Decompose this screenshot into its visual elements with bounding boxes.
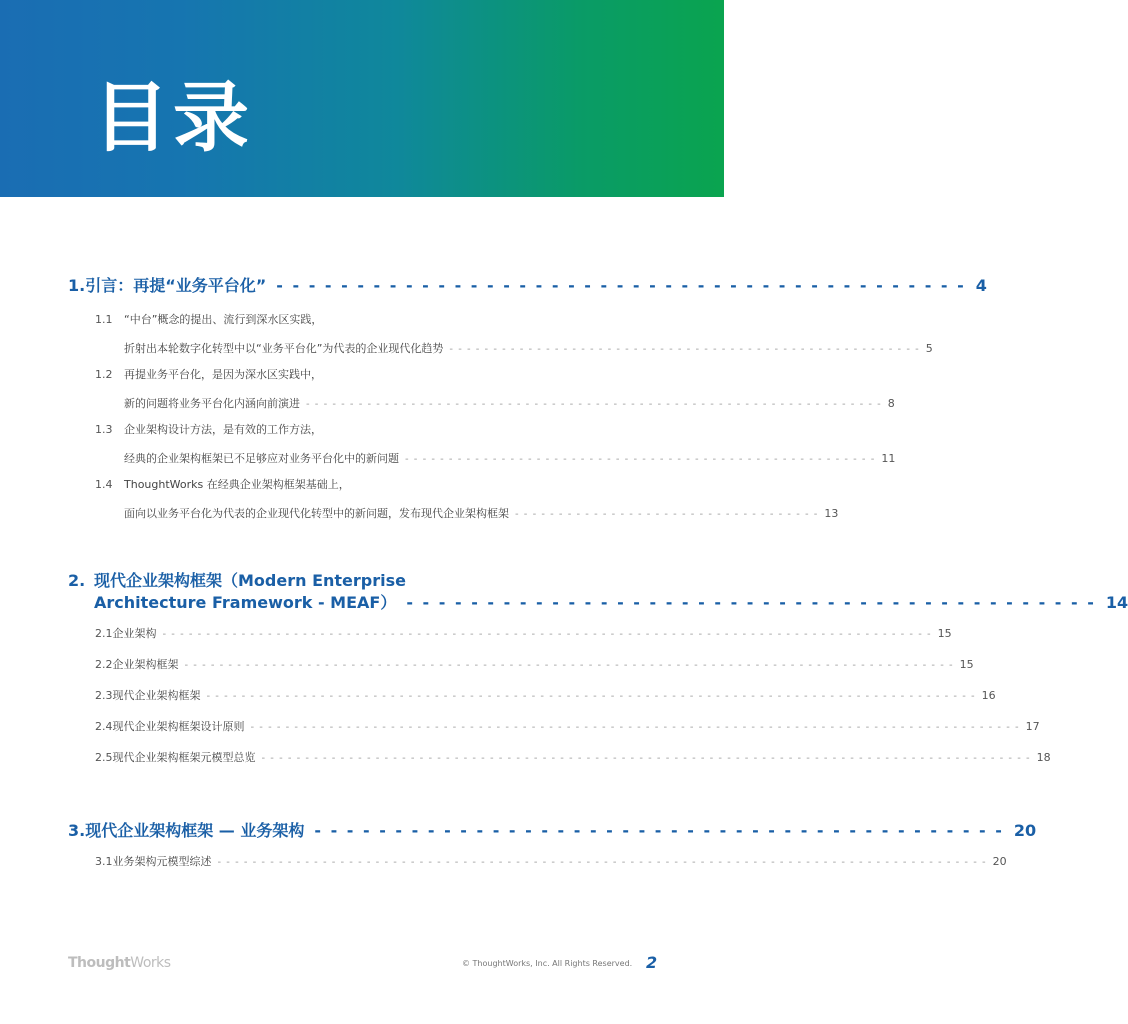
entry-title-line2: 面向以业务平台化为代表的企业现代化转型中的新问题，发布现代企业架构框架 (124, 507, 509, 520)
toc-section-2[interactable] (68, 568, 1128, 612)
entry-number: 2.1 (95, 627, 113, 640)
dot-leader: - - - - - - - - - - - - - - - - - - - - - - - - - - - - - - - - - - - - - - - - - - - - - - - - - - - - - - - - - - - - - - - - - - - - - - - - - - - - - - - - - - - - - - - - (162, 629, 932, 640)
section-page: 20 (1013, 821, 1037, 840)
copyright-notice: © ThoughtWorks, Inc. All Rights Reserved. (462, 959, 633, 968)
section-title: 现代企业架构框架 — 业务架构 (85, 821, 305, 840)
entry-title: 企业架构框架 (112, 658, 179, 671)
dot-leader: - - - - - - - - - - - - - - - - - - - - - - - - - - - - - - - - - - - - - - - - - - - (276, 276, 966, 295)
entry-title-line1: ThoughtWorks 在经典企业架构框架基础上， (124, 478, 350, 491)
toc-entry-3-1[interactable] (95, 855, 1007, 868)
toc-entry-2-2[interactable] (95, 658, 974, 671)
dot-leader: - - - - - - - - - - - - - - - - - - - - - - - - - - - - - - - - - - - - - - - - - - - - - - - - - - - - - - - - - - - - - - - - - - - - - - - - - - - - - - - - - - - - - - - - (250, 722, 1020, 733)
entry-number: 2.2 (95, 658, 113, 671)
dot-leader: - - - - - - - - - - - - - - - - - - - - - - - - - - - - - - - - - - - - - - - - - - - - - - - - - - - - - - (449, 344, 920, 355)
entry-title-line1: 再提业务平台化，是因为深水区实践中， (124, 368, 322, 381)
entry-title: 现代企业架构框架设计原则 (112, 720, 245, 733)
entry-number: 3.1 (95, 855, 113, 868)
entry-title: 企业架构 (112, 627, 157, 640)
entry-page: 8 (887, 397, 895, 410)
dot-leader: - - - - - - - - - - - - - - - - - - - - - - - - - - - - - - - - - - - - - - - - - - - - - - - - - - - - - - - - - - - - - - - - - - (306, 399, 882, 410)
entry-title: 现代企业架构框架元模型总览 (112, 751, 256, 764)
section-number: 2. (68, 571, 86, 590)
toc-entry-1-2[interactable] (95, 368, 895, 410)
dot-leader: - - - - - - - - - - - - - - - - - - - - - - - - - - - - - - - - - - - (515, 509, 819, 520)
toc-entry-1-1[interactable] (95, 313, 933, 355)
toc-section-1[interactable] (68, 273, 987, 295)
dot-leader: - - - - - - - - - - - - - - - - - - - - - - - - - - - - - - - - - - - - - - - - - - - (406, 593, 1096, 612)
dot-leader: - - - - - - - - - - - - - - - - - - - - - - - - - - - - - - - - - - - - - - - - - - - - - - - - - - - - - - - - - - - - - - - - - - - - - - - - - - - - - - - - - - - - - - - - (217, 857, 987, 868)
toc-entry-2-5[interactable] (95, 751, 1051, 764)
page-title: 目录 (93, 73, 253, 162)
dot-leader: - - - - - - - - - - - - - - - - - - - - - - - - - - - - - - - - - - - - - - - - - - - - - - - - - - - - - - (405, 454, 876, 465)
entry-page: 11 (881, 452, 896, 465)
dot-leader: - - - - - - - - - - - - - - - - - - - - - - - - - - - - - - - - - - - - - - - - - - - - - - - - - - - - - - - - - - - - - - - - - - - - - - - - - - - - - - - - - - - - - - - - (206, 691, 976, 702)
section-page: 4 (975, 276, 987, 295)
entry-page: 15 (937, 627, 952, 640)
entry-page: 17 (1025, 720, 1040, 733)
toc-section-3[interactable] (68, 818, 1037, 840)
entry-title: 业务架构元模型综述 (112, 855, 212, 868)
section-number: 3. (68, 821, 86, 840)
entry-page: 5 (925, 342, 933, 355)
section-page: 14 (1105, 593, 1128, 612)
section-title-line2: Architecture Framework - MEAF） (94, 593, 397, 612)
entry-title-line2: 折射出本轮数字化转型中以“业务平台化”为代表的企业现代化趋势 (124, 342, 444, 355)
entry-title: 现代企业架构框架 (112, 689, 201, 702)
toc-entry-1-3[interactable] (95, 423, 896, 465)
entry-page: 18 (1036, 751, 1051, 764)
dot-leader: - - - - - - - - - - - - - - - - - - - - - - - - - - - - - - - - - - - - - - - - - - - - - - - - - - - - - - - - - - - - - - - - - - - - - - - - - - - - - - - - - - - - - - - - (184, 660, 954, 671)
entry-page: 16 (981, 689, 996, 702)
toc-entry-2-1[interactable] (95, 627, 952, 640)
entry-number: 2.4 (95, 720, 113, 733)
entry-page: 13 (824, 507, 839, 520)
section-number: 1. (68, 276, 86, 295)
entry-page: 15 (959, 658, 974, 671)
entry-title-line1: “中台”概念的提出、流行到深水区实践， (124, 313, 323, 326)
section-title: 引言：再提“业务平台化” (85, 276, 267, 295)
thoughtworks-logo (68, 955, 171, 971)
toc-entry-1-4[interactable] (95, 478, 839, 520)
entry-number: 1.2 (95, 368, 113, 381)
dot-leader: - - - - - - - - - - - - - - - - - - - - - - - - - - - - - - - - - - - - - - - - - - - - - - - - - - - - - - - - - - - - - - - - - - - - - - - - - - - - - - - - - - - - - - - - (261, 753, 1031, 764)
entry-number: 1.4 (95, 478, 113, 491)
entry-title-line2: 经典的企业架构框架已不足够应对业务平台化中的新问题 (124, 452, 399, 465)
logo-text-light: Works (130, 955, 171, 971)
entry-number: 2.5 (95, 751, 113, 764)
section-title-line1: 现代企业架构框架（Modern Enterprise (94, 571, 406, 590)
header-banner (0, 0, 724, 197)
toc-entry-2-3[interactable] (95, 689, 996, 702)
entry-title-line2: 新的问题将业务平台化内涵向前演进 (124, 397, 300, 410)
footer-page-number: 2 (646, 953, 658, 972)
toc-entry-2-4[interactable] (95, 720, 1040, 733)
dot-leader: - - - - - - - - - - - - - - - - - - - - - - - - - - - - - - - - - - - - - - - - - - - (314, 821, 1004, 840)
entry-number: 2.3 (95, 689, 113, 702)
entry-title-line1: 企业架构设计方法，是有效的工作方法， (124, 423, 322, 436)
entry-page: 20 (992, 855, 1007, 868)
entry-number: 1.3 (95, 423, 113, 436)
entry-number: 1.1 (95, 313, 113, 326)
logo-text-bold: Thought (68, 955, 131, 971)
